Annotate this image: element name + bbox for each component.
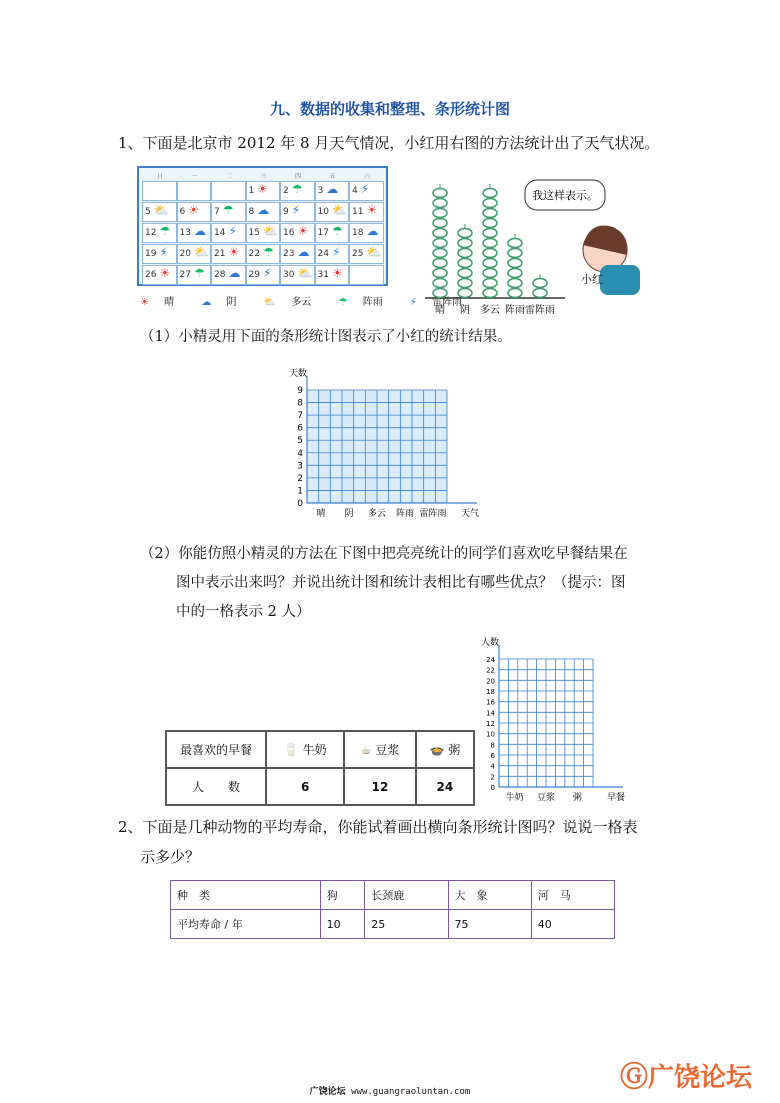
- weather-icon: ⚡: [228, 224, 237, 238]
- y-tick-label: 4: [297, 448, 303, 459]
- q2-line-1: 2、下面是几种动物的平均寿命，你能试着画出横向条形统计图吗？说说一格表: [118, 818, 638, 836]
- table-row: [166, 731, 474, 768]
- calendar-weekday: 日: [157, 173, 164, 180]
- calendar-day: [349, 202, 384, 222]
- x-axis-label: 天气: [461, 509, 480, 519]
- value-hippo: 40: [531, 910, 614, 939]
- y-tick-label: 20: [486, 677, 495, 686]
- calendar-day: [349, 265, 384, 285]
- abacus-label: 雷阵雨: [525, 305, 555, 316]
- abacus-label: 阵雨: [505, 305, 525, 316]
- x-tick-label: 多云: [367, 509, 387, 519]
- table-header-cell: 最喜欢的早餐: [166, 731, 266, 768]
- calendar-day: [177, 181, 212, 201]
- y-tick-label: 8: [490, 741, 495, 750]
- calendar-day: [315, 223, 350, 243]
- day-number: 31: [317, 270, 329, 280]
- item-soymilk: 豆浆: [375, 743, 400, 757]
- weather-icon: ☁: [193, 224, 206, 238]
- thunderstorm-icon: ⚡: [409, 297, 417, 308]
- q2-line-2: 示多少？: [140, 848, 201, 866]
- abacus-illustration: [415, 165, 650, 320]
- abacus-bead: [483, 199, 497, 208]
- abacus-bead: [483, 209, 497, 218]
- calendar-day: [280, 265, 315, 285]
- y-tick-label: 3: [297, 461, 303, 472]
- calendar-weekday: 六: [364, 173, 371, 180]
- day-number: 4: [352, 186, 358, 196]
- question-1: 1、下面是北京市 2012 年 8 月天气情况，小红用右图的方法统计出了天气状况。: [118, 134, 660, 152]
- y-tick-label: 16: [486, 698, 495, 707]
- y-tick-label: 22: [486, 666, 495, 675]
- day-number: 9: [283, 207, 289, 217]
- abacus-bead: [458, 249, 472, 258]
- day-number: 24: [317, 249, 329, 259]
- abacus-bead: [433, 239, 447, 248]
- day-number: 18: [352, 228, 364, 238]
- abacus-bead: [508, 289, 522, 298]
- calendar-day: [246, 244, 281, 264]
- breakfast-bar-chart: [481, 630, 626, 810]
- abacus-bead: [483, 229, 497, 238]
- abacus-bead: [483, 289, 497, 298]
- soymilk-icon: ☕: [360, 743, 372, 757]
- abacus-bead: [483, 269, 497, 278]
- calendar-weekday: 二: [226, 173, 233, 180]
- abacus-bead: [533, 289, 547, 298]
- weather-icon: ☂: [331, 224, 343, 238]
- y-tick-label: 10: [486, 730, 495, 739]
- abacus-label: 晴: [435, 305, 445, 316]
- y-tick-label: 2: [490, 773, 495, 782]
- header-species: 种 类: [171, 881, 321, 910]
- header-elephant: 大 象: [448, 881, 531, 910]
- day-number: 1: [248, 186, 255, 196]
- abacus-bead: [458, 289, 472, 298]
- abacus-bead: [433, 219, 447, 228]
- abacus-bead: [508, 279, 522, 288]
- header-hippo: 河 马: [531, 881, 614, 910]
- calendar-weekday: 一: [191, 173, 198, 180]
- day-number: 19: [145, 249, 157, 259]
- calendar-weekday: 五: [329, 173, 336, 180]
- day-number: 22: [248, 249, 260, 259]
- x-tick-label: 牛奶: [505, 793, 524, 803]
- shower-icon: ☂: [338, 297, 348, 308]
- calendar-weekday: 四: [295, 173, 302, 180]
- weather-icon: ☀: [366, 203, 378, 217]
- weather-icon: ☂: [262, 245, 274, 259]
- day-number: 25: [352, 249, 364, 259]
- calendar-day: [246, 202, 281, 222]
- y-tick-label: 2: [297, 473, 303, 484]
- calendar-day: [280, 202, 315, 222]
- calendar-day: [177, 244, 212, 264]
- x-tick-label: 粥: [572, 793, 582, 803]
- y-tick-label: 14: [486, 709, 495, 718]
- calendar-day: [142, 265, 177, 285]
- weather-icon: ⚡: [360, 182, 370, 196]
- calendar-day: [349, 244, 384, 264]
- brand-text: 广饶论坛: [648, 1063, 753, 1093]
- x-tick-label: 阴: [344, 509, 354, 519]
- weather-icon: ☀: [331, 266, 343, 280]
- y-tick-label: 0: [490, 784, 495, 792]
- abacus-label: 阴: [460, 305, 470, 316]
- calendar-day: [246, 265, 281, 285]
- abacus-bead: [433, 269, 447, 278]
- y-tick-label: 4: [490, 762, 495, 771]
- row-label: 人 数: [166, 768, 266, 805]
- weather-icon: ☂: [222, 203, 234, 217]
- y-tick-label: 7: [297, 411, 303, 422]
- footer-url: www.guangraoluntan.com: [351, 1087, 471, 1097]
- y-tick-label: 9: [297, 386, 303, 396]
- day-number: 28: [214, 270, 226, 280]
- calendar-day: [349, 223, 384, 243]
- calendar-day: [142, 223, 177, 243]
- y-axis-label: 人数: [481, 638, 500, 648]
- calendar-day: [211, 244, 246, 264]
- q1-2-line-1: （2）你能仿照小精灵的方法在下图中把亮亮统计的同学们喜欢吃早餐结果在: [140, 546, 628, 562]
- porridge-icon: 🍲: [429, 743, 445, 757]
- calendar-day: [315, 244, 350, 264]
- y-axis-label: 天数: [289, 369, 308, 379]
- value-elephant: 75: [448, 910, 531, 939]
- calendar-day: [315, 181, 350, 201]
- day-number: 3: [317, 186, 324, 196]
- brand-logo: Ⓖ广饶论坛: [620, 1060, 753, 1093]
- abacus-bead: [433, 289, 447, 298]
- row-label: 平均寿命 / 年: [171, 910, 321, 939]
- calendar-day: [211, 181, 246, 201]
- abacus-bead: [483, 259, 497, 268]
- abacus-bead: [508, 239, 522, 248]
- abacus-bead: [483, 189, 497, 198]
- calendar-day: [246, 223, 281, 243]
- calendar-day: [142, 244, 177, 264]
- q1-2-line-3: 中的一格表示 2 人）: [176, 604, 311, 620]
- x-tick-label: 晴: [316, 509, 326, 519]
- day-number: 15: [248, 228, 260, 238]
- y-tick-label: 12: [486, 720, 495, 728]
- abacus-bead: [458, 259, 472, 268]
- y-tick-label: 8: [297, 398, 303, 409]
- value-porridge: 24: [416, 768, 474, 805]
- abacus-bead: [483, 219, 497, 228]
- day-number: 20: [179, 249, 191, 259]
- calendar-day: [211, 223, 246, 243]
- y-tick-label: 24: [486, 656, 495, 664]
- calendar-day: [280, 181, 315, 201]
- question-1-1: （1）小精灵用下面的条形统计图表示了小红的统计结果。: [140, 329, 512, 345]
- calendar-day: [142, 202, 177, 222]
- weather-icon: ⚡: [331, 245, 341, 259]
- weather-bar-chart: [285, 360, 490, 525]
- q1-2-line-2: 图中表示出来吗？并说出统计图和统计表相比有哪些优点？（提示：图: [176, 575, 626, 591]
- abacus-bead: [508, 269, 522, 278]
- weather-icon: ☂: [291, 182, 303, 196]
- abacus-bead: [508, 259, 522, 268]
- calendar-day: [211, 265, 246, 285]
- legend-thunder: 雷阵雨: [432, 297, 463, 308]
- weather-icon: ☁: [366, 224, 379, 238]
- calendar-day: [315, 265, 350, 285]
- partly-cloudy-icon: ⛅: [263, 297, 277, 308]
- day-number: 30: [283, 270, 295, 280]
- overcast-icon: ☁: [201, 297, 212, 308]
- day-number: 26: [145, 270, 157, 280]
- weather-icon: ☂: [193, 266, 205, 280]
- question-1-2: [140, 540, 628, 627]
- milk-icon: 🥛: [283, 743, 299, 757]
- calendar-day: [177, 265, 212, 285]
- day-number: 29: [248, 270, 260, 280]
- weather-icon: ☀: [188, 203, 199, 217]
- abacus-bead: [433, 229, 447, 238]
- abacus-bead: [458, 279, 472, 288]
- weather-icon: ☁: [297, 245, 310, 259]
- calendar-weekday: 三: [260, 173, 267, 180]
- calendar-day: [211, 202, 246, 222]
- x-tick-label: 豆浆: [536, 793, 556, 803]
- day-number: 5: [145, 207, 151, 217]
- abacus-bead: [433, 199, 447, 208]
- weather-icon: ☀: [257, 182, 268, 196]
- abacus-bead: [533, 279, 547, 288]
- sun-icon: ☀: [140, 297, 149, 308]
- day-number: 14: [214, 228, 226, 238]
- y-tick-label: 5: [297, 436, 303, 447]
- day-number: 11: [352, 207, 364, 217]
- weather-icon: ☁: [228, 266, 241, 280]
- weather-icon: ⚡: [159, 245, 168, 259]
- value-soymilk: 12: [344, 768, 415, 805]
- day-number: 2: [283, 186, 289, 196]
- abacus-bead: [483, 279, 497, 288]
- legend-overcast: 阴: [226, 297, 237, 308]
- calendar-day: [315, 202, 350, 222]
- table-row: [171, 881, 615, 910]
- weather-icon: ⛅: [366, 245, 382, 259]
- weather-icon: ☁: [326, 182, 339, 196]
- calendar-day: [177, 223, 212, 243]
- abacus-bead: [433, 189, 447, 198]
- day-number: 16: [283, 228, 295, 238]
- value-giraffe: 25: [365, 910, 448, 939]
- xiaohong-label: 小红: [581, 273, 603, 286]
- table-row: [166, 768, 474, 805]
- day-number: 17: [317, 228, 329, 238]
- y-tick-label: 1: [297, 486, 303, 497]
- abacus-bead: [483, 239, 497, 248]
- day-number: 8: [248, 207, 255, 217]
- day-number: 27: [179, 270, 191, 280]
- abacus-bead: [433, 209, 447, 218]
- header-dog: 狗: [320, 881, 365, 910]
- speech-bubble: 我这样表示。: [532, 189, 598, 202]
- calendar-day: [246, 181, 281, 201]
- day-number: 7: [214, 207, 220, 217]
- header-giraffe: 长颈鹿: [365, 881, 448, 910]
- footer: [0, 1084, 780, 1097]
- abacus-bead: [483, 249, 497, 258]
- footer-site: 广饶论坛: [309, 1087, 346, 1097]
- abacus-bead: [458, 239, 472, 248]
- weather-icon: ⛅: [297, 266, 313, 280]
- breakfast-table: [165, 730, 475, 806]
- weather-calendar: [137, 166, 388, 286]
- item-milk: 牛奶: [302, 743, 327, 757]
- question-2: [118, 812, 638, 872]
- day-number: 10: [317, 207, 329, 217]
- weather-icon: ⚡: [262, 266, 272, 280]
- calendar-day: [142, 181, 177, 201]
- weather-icon: ☀: [297, 224, 309, 238]
- y-tick-label: 18: [486, 688, 495, 696]
- y-tick-label: 6: [297, 423, 303, 434]
- day-number: 21: [214, 249, 226, 259]
- weather-icon: ☀: [159, 266, 171, 280]
- abacus-bead: [433, 259, 447, 268]
- calendar-day: [349, 181, 384, 201]
- calendar-day: [280, 223, 315, 243]
- weather-icon: ⛅: [262, 224, 278, 238]
- abacus-bead: [458, 229, 472, 238]
- day-number: 12: [145, 228, 157, 238]
- legend-shower: 阵雨: [362, 297, 383, 308]
- x-tick-label: 雷阵雨: [419, 509, 447, 519]
- weather-icon: ⚡: [291, 203, 301, 217]
- x-axis-label: 早餐: [607, 793, 626, 803]
- y-tick-label: 0: [297, 499, 303, 509]
- x-tick-label: 阵雨: [395, 509, 415, 519]
- weather-icon: ☂: [159, 224, 171, 238]
- legend-sunny: 晴: [164, 297, 175, 308]
- weather-icon: ⛅: [153, 203, 169, 217]
- day-number: 6: [179, 207, 186, 217]
- calendar-day: [280, 244, 315, 264]
- weather-icon: ⛅: [331, 203, 347, 217]
- legend-cloudy: 多云: [291, 297, 312, 308]
- animal-lifespan-table: [170, 880, 615, 939]
- weather-icon: ⛅: [193, 245, 209, 259]
- page-title: 九、数据的收集和整理、条形统计图: [269, 100, 510, 118]
- weather-icon: ☀: [228, 245, 240, 259]
- day-number: 23: [283, 249, 295, 259]
- day-number: 13: [179, 228, 191, 238]
- weather-icon: ☁: [257, 203, 270, 217]
- abacus-label: 多云: [480, 305, 500, 316]
- value-milk: 6: [266, 768, 344, 805]
- abacus-bead: [433, 249, 447, 258]
- abacus-bead: [508, 249, 522, 258]
- abacus-bead: [458, 269, 472, 278]
- abacus-bead: [433, 279, 447, 288]
- value-dog: 10: [320, 910, 365, 939]
- calendar-day: [177, 202, 212, 222]
- table-row: [171, 910, 615, 939]
- y-tick-label: 6: [490, 752, 495, 760]
- item-porridge: 粥: [448, 743, 461, 757]
